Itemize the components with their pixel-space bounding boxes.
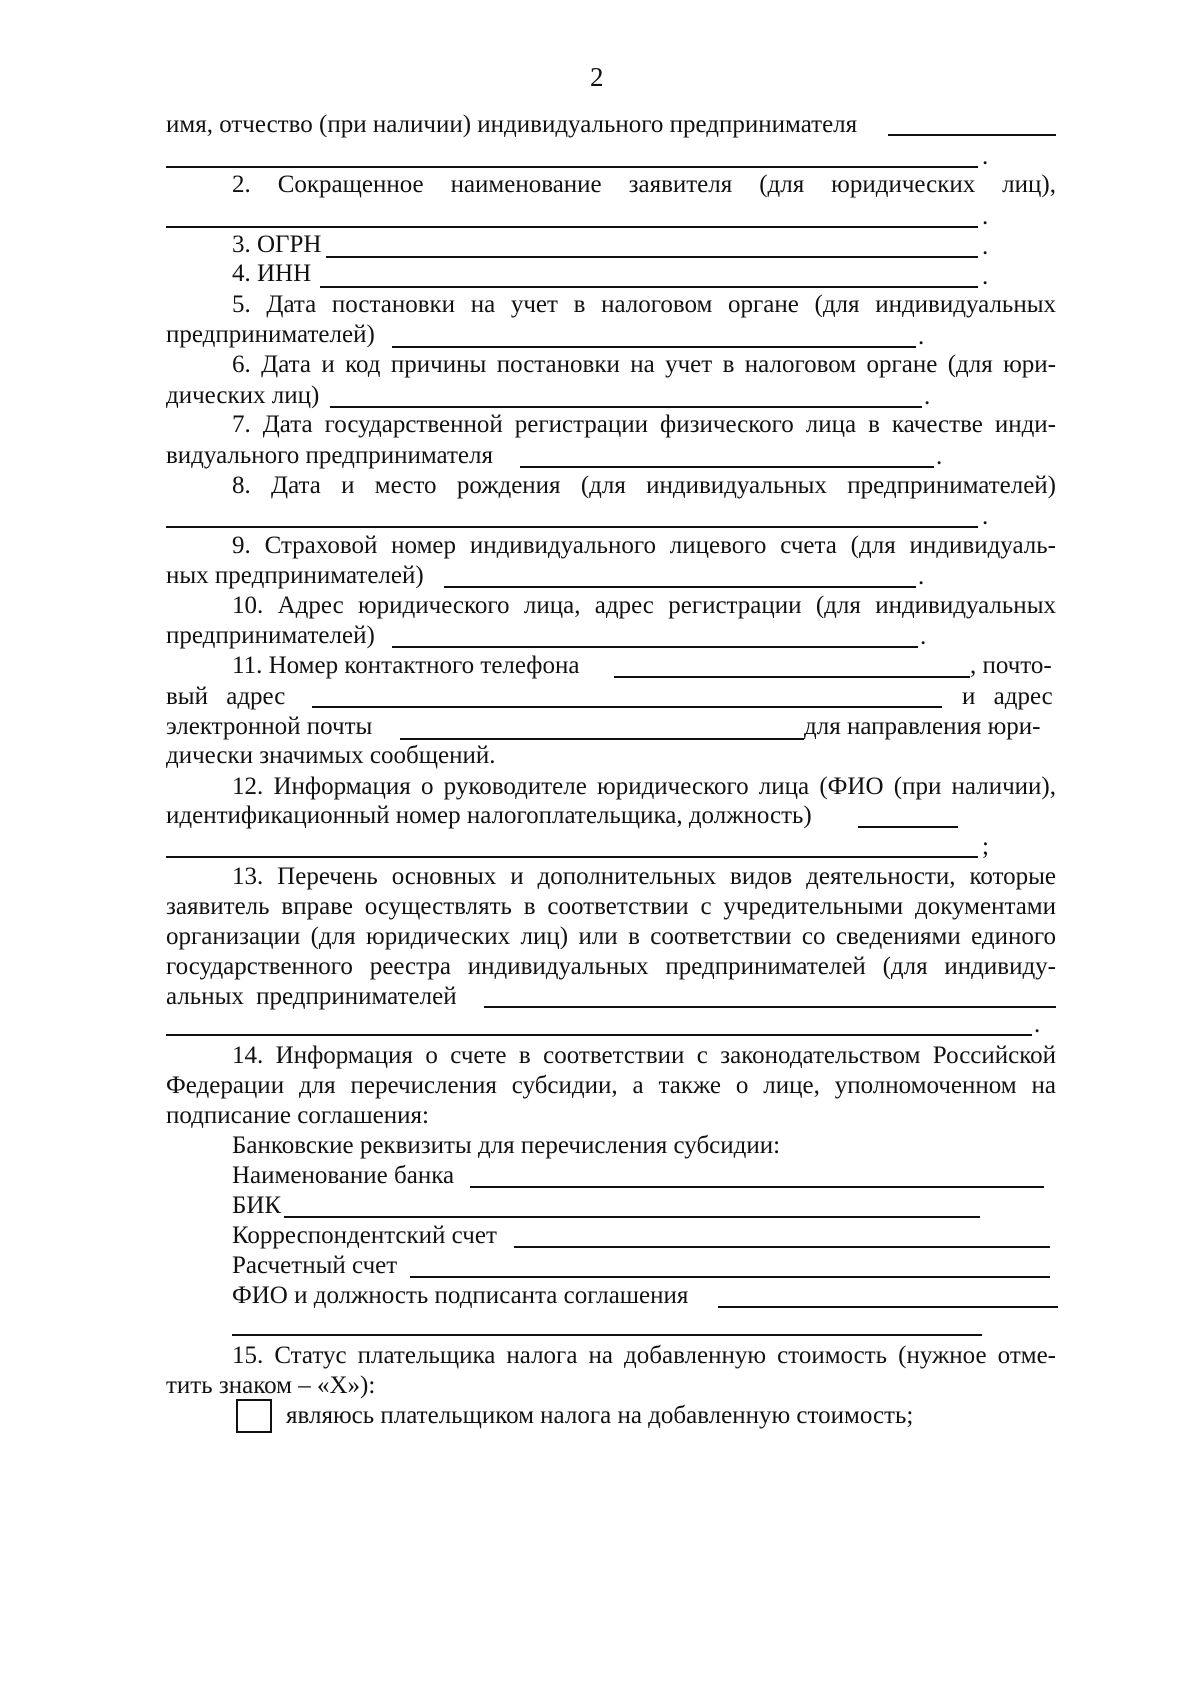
settlement-account-label: Расчетный счет [232,1252,398,1279]
fill-line [320,286,978,288]
p3-label: 3. ОГРН [232,231,322,258]
fill-line [326,256,978,258]
p10-line1: 10. Адрес юридического лица, адрес регистрации (для индивидуальных [232,592,1056,619]
p12-line1: 12. Информация о руководителе юридического лица (ФИО (при наличии), [232,773,1056,800]
fill-line [392,346,916,348]
p8-end: . [982,503,989,530]
p11-line1-label: 11. Номер контактного телефона [232,652,580,679]
p4-label: 4. ИНН [232,260,312,287]
p14-line3: подписание соглашения: [166,1102,429,1129]
p11-line3-label: электронной почты [166,713,373,740]
fill-line [888,134,1056,136]
p1-end: . [982,143,989,170]
p3-end: . [982,233,989,260]
p11-line2-label: вый адрес [166,683,286,710]
p13-end: . [1034,1011,1041,1038]
page-number: 2 [590,62,604,92]
p14-line1: 14. Информация о счете в соответствии с законодательством Российской [232,1042,1056,1069]
p10-line2: предпринимателей) [166,622,375,649]
settlement-account-field[interactable] [410,1276,1050,1278]
p7-line1: 7. Дата государственной регистрации физического лица в качестве инди- [232,411,1056,438]
fill-line [614,676,970,678]
signatory-field[interactable] [718,1306,1058,1308]
p6-line1: 6. Дата и код причины постановки на учет в налоговом органе (для юри- [232,351,1056,378]
fill-line [312,706,942,708]
signatory-field-2[interactable] [232,1334,982,1336]
p12-end: ; [982,833,989,860]
fill-line [330,406,922,408]
p11-line2-end: и адрес [962,683,1053,710]
p13-line5: альных предпринимателей [166,983,457,1010]
p9-line1: 9. Страховой номер индивидуального лицевого счета (для индивидуаль- [232,532,1056,559]
p15-line1: 15. Статус плательщика налога на добавленную стоимость (нужное отме- [232,1342,1056,1369]
p1-line1: имя, отчество (при наличии) индивидуального предпринимателя [166,111,858,138]
vat-payer-checkbox[interactable] [236,1399,272,1433]
p13-line1: 13. Перечень основных и дополнительных видов деятельности, которые [232,863,1056,890]
fill-line [166,166,978,168]
p8-line1: 8. Дата и место рождения (для индивидуальных предпринимателей) [232,472,1056,499]
p2-line1: 2. Сокращенное наименование заявителя (для юридических лиц), [232,171,1056,198]
fill-line [858,826,958,828]
corr-account-field[interactable] [514,1246,1050,1248]
fill-line [392,646,918,648]
fill-line [166,526,978,528]
p5-line2: предпринимателей) [166,321,375,348]
fill-line [444,586,916,588]
p11-line3-end: для направления юри- [804,713,1041,740]
vat-payer-option-label: являюсь плательщиком налога на добавленную стоимость; [286,1402,914,1429]
p6-line2: дических лиц) [166,382,320,409]
bank-details-header: Банковские реквизиты для перечисления субсидии: [232,1132,781,1159]
bik-label: БИК [232,1192,282,1219]
p7-end: . [936,443,943,470]
fill-line [166,856,978,858]
bank-name-field[interactable] [470,1186,1044,1188]
fill-line [166,1034,1032,1036]
p10-end: . [920,623,927,650]
corr-account-label: Корреспондентский счет [232,1222,497,1249]
p13-line4: государственного реестра индивидуальных предпринимателей (для индивиду- [166,953,1056,980]
p15-line2: тить знаком – «Х»): [166,1372,376,1399]
p13-line3: организации (для юридических лиц) или в соответствии со сведениями единого [166,923,1056,950]
fill-line [484,1006,1056,1008]
fill-line [520,466,934,468]
bank-name-label: Наименование банка [232,1162,455,1189]
fill-line [400,738,804,740]
bik-field[interactable] [284,1216,980,1218]
p4-end: . [982,263,989,290]
p12-line2: идентификационный номер налогоплательщика, должность) [166,802,812,829]
p2-end: . [982,203,989,230]
p9-end: . [918,563,925,590]
p5-end: . [918,323,925,350]
p7-line2: видуального предпринимателя [166,442,494,469]
p5-line1: 5. Дата постановки на учет в налоговом органе (для индивидуальных [232,291,1056,318]
p11-line1-end: , почто- [970,652,1052,679]
fill-line [166,226,978,228]
p14-line2: Федерации для перечисления субсидии, а также о лице, уполномоченном на [166,1072,1056,1099]
p13-line2: заявитель вправе осуществлять в соответствии с учредительными документами [166,893,1056,920]
p11-line4: дически значимых сообщений. [166,742,496,769]
signatory-label: ФИО и должность подписанта соглашения [232,1282,689,1309]
p6-end: . [924,383,931,410]
p9-line2: ных предпринимателей) [166,562,424,589]
